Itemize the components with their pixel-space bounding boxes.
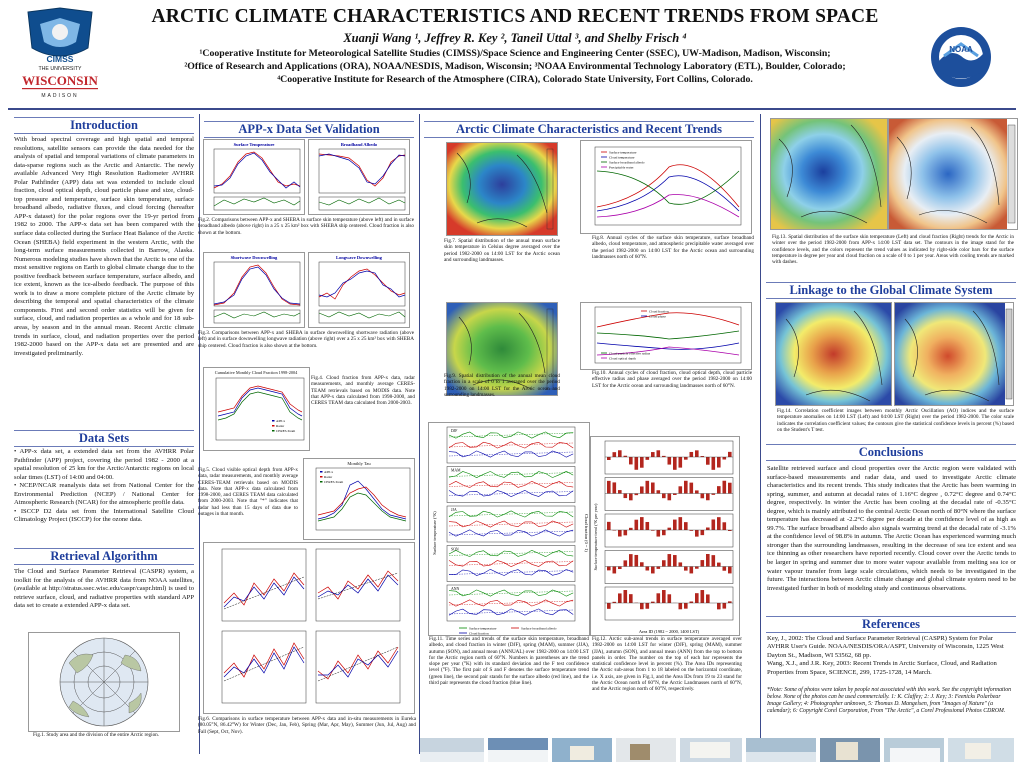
fig12-bar <box>684 481 688 494</box>
fig14-ao-correlation-map-1400 <box>775 302 892 406</box>
fig3-left-title: Shortwave Downwelling <box>230 255 278 260</box>
fig12-bar <box>635 457 639 470</box>
fig12-bar <box>695 567 699 569</box>
fig12-bar <box>679 562 683 566</box>
cimss-text: CIMSS <box>46 54 74 64</box>
fig12-bar <box>668 494 672 501</box>
fig12-bar <box>618 490 622 493</box>
fig12-bar <box>679 603 683 609</box>
affiliation-1: ¹Cooperative Institute for Meteorological Satellite Studies (CIMSS)/Space Science and Engineering Center (SSEC), UW-Madison, Madison, Wisconsin; <box>199 48 831 59</box>
fig3-longwave-plot <box>308 252 410 328</box>
fig12-bar <box>613 567 617 574</box>
references-heading: References <box>766 616 1016 633</box>
fig12-bar <box>717 603 721 609</box>
intro-text: With broad spectral coverage and high spatial and temporal resolutions, satellite sensors can provide the data needed for the analysis of spatial and temporal variations of climate parameters in data-sparse regions such as the Arctic and Antarctic. The newly available Advanced Very High Resolution Radiometer AVHRR Polar Pathfinder (APP) data set was extended to include cloud fraction, cloud optical depth, cloud particle phase and size, cloud-top pressure and temperature, surface skin temperature, surface broadband albedo, radiative fluxes, and cloud forcing (hereafter APP-x dataset) for the polar regions over the 19-yr period from 1982 to 2000. The APP-x data set has been compared with the surface data collected during the Surface Heat Balance of the Arctic Ocean (SHEBA) field experiment in the western Arctic, with the long-term surface measurements collected in Barrow, Alaska. Numerous modeling studies have shown that the Arctic is one of the most sensitive regions on Earth to global climate change due to the positive feedback between surface temperature, surface albedo, and ice extent, known as the ice-albedo feedback. The purpose of this work is to draw a more complete picture of the Arctic climate by describing the temporal and spatial characteristics of the climate components. First and second order statistics will be given for surface, cloud, and radiation properties as a whole and for 18 sub-areas, by season and in the annual mean. Recent Arctic climate trends in surface, cloud, and radiation properties over the period 1982-2000 based on the APP-x data set are presented and are investigated preliminarily. <box>14 136 195 357</box>
fig12-bar <box>706 494 710 501</box>
fig12-bar <box>635 555 639 567</box>
fig4-title: Cumulative Monthly Cloud Fraction 1998-2004 <box>214 370 298 375</box>
fig11-series-line <box>449 481 573 487</box>
noaa-text: NOAA <box>949 45 973 54</box>
fig8-legend-1: Surface temperature <box>609 150 637 155</box>
fig12-bar <box>723 567 727 571</box>
dataset-isccp: • ISCCP D2 data set from the International Satellite Cloud Climatology Project (ISCCP) for the ozone data. <box>14 507 194 524</box>
references-list <box>767 635 1016 677</box>
poster-authors: Xuanji Wang ¹, Jeffrey R. Key ², Taneil Uttal ³, and Shelby Frisch ⁴ <box>343 31 687 45</box>
fig12-bar <box>646 522 650 530</box>
fig12-bar <box>607 522 611 530</box>
dataset-ncep: • NCEP/NCAR reanalysis data set from National Center for the Environmental Prediction (NCEP) / National Center for Atmospheric Research (NCAR) for the atmospheric profile data. <box>14 482 194 507</box>
fig12-bar <box>690 483 694 494</box>
fig12-bar <box>673 555 677 566</box>
fig12-bar <box>646 481 650 494</box>
fig12-bar <box>728 483 732 494</box>
fig11-panel-label: JJA <box>451 508 457 512</box>
fig12-bar <box>668 554 672 566</box>
fig10-caption: Fig.10. Annual cycles of cloud fraction, cloud optical depth, cloud particle effective radius and phase averaged over the period 1982-2000 on 14:00 LST for the Arctic ocean and surrounding landmasses north of 60°N. <box>592 370 752 389</box>
fig12-bar <box>706 527 710 530</box>
fig12-bar <box>624 560 628 566</box>
fig1-caption: Fig.1. Study area and the division of the entire Arctic region. <box>33 732 160 738</box>
fig11-series-line <box>449 560 573 566</box>
fig7-caption: Fig.7. Spatial distribution of the annual mean surface skin temperature in Celsius degree averaged over the period 1982-2000 on 14:00 LST for the Arctic ocean and surrounding landmasses. <box>444 238 560 263</box>
fig12-bar <box>690 567 694 574</box>
validation-heading: APP-x Data Set Validation <box>204 121 414 138</box>
fig12-bar <box>618 593 622 603</box>
fig8-annual-cycle-plot <box>580 140 752 234</box>
fig4-caption: Fig.4. Cloud fraction from APP-x data, radar measurements, and monthly average CERES-TEAM retrievals based on MODIS data. Note that APP-x data calculated from 1998-2000, and CERES TEAM data calculated from 2000-2003. <box>311 375 415 407</box>
fig12-bar <box>657 530 661 537</box>
madison-text: MADISON <box>41 93 79 99</box>
fig11-trend-line <box>449 483 573 487</box>
fig12-caption: Fig.12. Arctic sub-areal trends in surface temperature averaged over 1982-2000 on 14:00 LST for winter (DJF), spring (MAM), summer (JJA), autumn (SON), and annual mean (ANN) from the top to bottom panels in order. The number on the top of each bar represents the statistical confidence level in percent (%). The Area IDs representing the Arctic sub-areas from 1 to 18 labeled on the horizontal coordinate, i.e. X axis, are given in Fig.1, and the Area IDs from 19 to 23 stand for the Arctic Ocean north of 60°N, the Arctic Landmasses north of 60°N, and the Arctic region north of 60°N, respectively. <box>592 636 742 693</box>
fig12-bar <box>668 528 672 530</box>
fig11-legend-2: Surface broadband albedo <box>521 626 557 631</box>
fig12-bar <box>657 567 661 569</box>
fig3-caption: Fig.3. Comparisons between APP-x and SHEBA in surface downwelling shortwave radiation (above left) and in surface downwelling longwave radiation (above right) over a 25 x 25 km² box with SHEBA ship centered. Cloud fraction is also shown at the bottom. <box>198 330 414 349</box>
fig3-right-title: Longwave Downwelling <box>336 255 382 260</box>
fig11-series-line <box>449 451 573 457</box>
header-rule <box>8 108 1016 110</box>
fig12-bar <box>695 490 699 493</box>
fig12-bar <box>706 594 710 603</box>
fig11-ylabel-left: Surface temperature (°K) <box>432 511 437 555</box>
fig11-series-line <box>449 530 573 536</box>
fig11-caption: Fig.11. Time series and trends of the surface skin temperature, broadband albedo, and cloud fraction in winter (DJF), spring (MAM), summer (JJA), autumn (SON), and annual mean (ANNUAL) over 1982-2000 on 14:00 LST for the Arctic region north of 60°N. Numbers in parentheses are the trend slope per year (°K) with its standard deviation and the F test confidence level (°F). The first pair of S and F denotes the surface temperature trend (green line), the second pair stands for the surface albedo (red line), and the third pair represents the cloud fraction (blue line). <box>429 636 589 687</box>
fig12-bar <box>712 555 716 566</box>
fig12-bar <box>717 517 721 530</box>
fig12-bar <box>635 494 639 496</box>
fig12-bar <box>673 494 677 495</box>
fig12-bar <box>640 457 644 468</box>
fig11-trend-line <box>449 571 573 575</box>
fig11-trend-line <box>449 512 573 516</box>
fig11-panel-label: ANN <box>451 587 460 591</box>
fig12-bar <box>728 567 732 574</box>
fig8-legend-4: Precipitable water <box>609 165 634 170</box>
fig12-bar <box>679 486 683 493</box>
fig12-bar <box>618 530 622 537</box>
datasets-list <box>14 448 194 525</box>
fig12-bar <box>684 567 688 571</box>
fig12-bar <box>673 457 677 470</box>
fig12-bar <box>690 452 694 457</box>
fig5-legend-1: APP-x <box>324 470 334 474</box>
fig11-trend-line <box>449 443 573 447</box>
fig5-legend-2: Radar <box>324 475 333 479</box>
characteristics-heading: Arctic Climate Characteristics and Recent Trends <box>424 121 754 138</box>
fig4-legend-1: APP-x <box>276 419 286 423</box>
fig9-caption: Fig.9. Spatial distribution of the annual mean cloud fraction in a scale of 0 to 1 averaged over the period 1982-2000 on 14:00 LST for the Arctic ocean and surrounding landmasses. <box>444 373 560 398</box>
fig2-left-title: Surface Temperature <box>233 142 275 147</box>
fig12-bar <box>662 560 666 566</box>
fig12-bar <box>624 530 628 535</box>
arctic-photo-strip <box>420 738 1016 762</box>
datasets-heading: Data Sets <box>14 430 194 447</box>
fig8-legend-3: Surface broadband albedo <box>609 160 645 165</box>
fig12-bar <box>723 603 727 609</box>
fig11-panel-jja <box>447 506 575 542</box>
fig12-bar <box>651 483 655 494</box>
fig4-legend-3: CERES-Team <box>276 429 296 433</box>
fig12-bar <box>717 457 721 468</box>
fig11-series-line <box>449 490 573 496</box>
fig11-legend-3: Cloud fraction <box>469 631 489 635</box>
affiliation-3: ⁴Cooperative Institute for Research of the Atmosphere (CIRA), Colorado State University, Fort Collins, Colorado. <box>277 74 753 85</box>
fig5-optical-depth-plot <box>303 458 415 540</box>
fig11-series-line <box>449 511 573 517</box>
column-divider-3 <box>760 114 761 754</box>
fig11-trend-line <box>449 552 573 556</box>
fig11-series-line <box>449 521 573 527</box>
retrieval-text: The Cloud and Surface Parameter Retrieval (CASPR) system, a toolkit for the analysis of the AVHRR data from NOAA satellites, (available at http://stratus.ssec.wisc.edu/caspr/caspr.html) is used to retrieve surface, cloud, and radiative properties with standard APP data set to create a extended APP-x data set. <box>14 568 194 610</box>
column-divider-2 <box>419 114 420 754</box>
fig12-bar <box>618 567 622 570</box>
fig12-bar <box>662 590 666 603</box>
fig12-bar <box>640 603 644 609</box>
fig11-panel-label: SON <box>451 547 459 552</box>
fig12-bar <box>646 567 650 571</box>
fig12-xlabel: Area ID (1982 ~ 2000, 1400 LST) <box>638 629 700 634</box>
fig12-bar <box>629 457 633 464</box>
fig2-albedo-plot <box>308 139 410 215</box>
poster-title: ARCTIC CLIMATE CHARACTERISTICS AND RECENT TRENDS FROM SPACE <box>151 6 879 27</box>
fig12-bar <box>728 452 732 457</box>
fig8-caption: Fig.8. Annual cycles of the surface skin temperature, surface broadband albedo, cloud temperature, and atmospheric precipitable water averaged over the period 1982-2000 on 14:00 LST for the Arctic ocean and surrounding landmasses north of 60°N. <box>592 235 754 260</box>
fig12-bar <box>629 494 633 501</box>
fig11-panel-label: MAM <box>451 468 461 473</box>
fig7-surface-temperature-map <box>446 142 558 236</box>
fig11-panel-mam <box>447 467 575 503</box>
fig12-bar <box>690 601 694 603</box>
fig13-temperature-trend-map <box>770 118 888 230</box>
fig2-right-title: Broadband Albedo <box>340 142 378 147</box>
fig14-ao-correlation-map-0400 <box>894 302 1014 406</box>
fig14-caption: Fig.14. Correlation coefficient images between monthly Arctic Oscillation (AO) indices and the surface temperature anomalies on 14:00 LST (Left) and 04:00 LST (Right) over the period 1982-2000. The color scale indicates the correlation coefficient values; the contours give the statistical confidence levels in percent (%) based on the Student's T test. <box>777 408 1014 433</box>
fig11-legend-1: Surface temperature <box>469 626 497 631</box>
fig2-caption: Fig.2. Comparisons between APP-x and SHEBA in surface skin temperature (above left) and in surface broadband albedo (above right) in a 25 x 25 km² box with SHEBA ship centered. Cloud fraction is also shown at the bottom. <box>198 217 414 236</box>
fig10-legend-3: Cloud particle effective radius <box>609 351 651 356</box>
fig11-trend-line <box>449 601 573 605</box>
fig12-bar <box>723 457 727 459</box>
fig5-legend-3: CERES-Team <box>324 480 344 484</box>
dataset-app-x: • APP-x data set, a extended data set from the AVHRR Polar Pathfinder (APP) project, covering the period 1982 - 2000 at a spatial resolution of 25 km for the Arctic/Antarctic regions on local solar times (LST) of 14:00 and 04:00. <box>14 448 194 481</box>
fig11-panel-ann <box>447 585 575 621</box>
fig11-series-line <box>449 600 573 606</box>
fig6-eureka-comparison-plots <box>203 542 415 714</box>
fig12-bar <box>723 481 727 494</box>
fig11-trend-line <box>449 492 573 496</box>
fig11-series-line <box>449 590 573 596</box>
fig13-caption: Fig.13. Spatial distribution of the surface skin temperature (Left) and cloud fraction (Right) trends for the Arctic in winter over the period 1982-2000 from APP-x 14:00 LST data set. The contours in the image stand for the confidence levels, and the colors represent the trend values as indicated by right-side color bars for the surface temperature in degree per year and cloud fraction on a scale of 0 to 1 per year. Areas with cooling trends are marked with dashes. <box>772 234 1014 266</box>
fig12-bar <box>629 528 633 530</box>
fig12-bar <box>701 590 705 603</box>
fig12-bar <box>723 522 727 530</box>
fig11-trend-line <box>449 562 573 566</box>
fig12-bar <box>613 452 617 457</box>
reference-1: Key, J., 2002: The Cloud and Surface Parameter Retrieval (CASPR) System for Polar AVHRR User's Guide. NOAA/NESDIS/ORA/ASPT, University of Wisconsin, 1225 West Dayton St., Madison, WI 53562, 68 pp. <box>767 635 1004 659</box>
fig12-bar <box>706 554 710 566</box>
fig12-bar <box>712 519 716 530</box>
fig12-bar <box>624 590 628 603</box>
fig1-study-area-map <box>28 632 180 732</box>
fig12-bar <box>695 530 699 537</box>
fig12-bar <box>657 450 661 457</box>
fig12-bar <box>668 457 672 465</box>
fig12-bar <box>629 554 633 566</box>
reference-2: Wang, X.J., and J.R. Key, 2003: Recent Trends in Arctic Surface, Cloud, and Radiation Properties from Space, SCIENCE, 299, 1725-1728, 14 March. <box>767 660 997 676</box>
fig11-series-line <box>449 432 573 438</box>
fig12-bar <box>668 594 672 603</box>
fig12-bar <box>695 450 699 457</box>
fig11-trend-line <box>449 531 573 535</box>
fig11-series-line <box>449 442 573 448</box>
fig12-bar <box>717 486 721 493</box>
fig12-bar <box>651 567 655 574</box>
conclusions-text: Satellite retrieved surface and cloud properties over the Arctic region were validated with surface-based measurements and radar data, and used to investigate Arctic climate characteristics and its recent trends. This study indicates that the Arctic has been warming in spring, summer, and autumn at decadal rates of 1.16°C degree , 0.72°C degree and 0.74°C degree, respectively. In winter the Arctic has been cooling at the decadal rate of -0.35°C degree, which is mainly attributed to the central Arctic Ocean north of 80°N where the surface temperature has decreased at -2.2°C degree per decade at the confidence level of as high as 99.7%. The surface broadband albedo also signals warming trend at the decadal rate of -3.1% at the confidence level of 98.8% in autumn. The Arctic Ocean has experienced warming much stronger than the surrounding landmasses, resulting in the decrease of sea ice extent and sea ice thinning as other researchers have reported recently. Cloud cover over the Arctic tends to be larger in spring and summer due to more water vapour available from melting sea ice or water vapour transfer from large scale circulations, which needs to be investigated in the future. The interactions between Arctic climate change and global climate system need to be investigated further in both of modeling study and continuous observations. <box>767 465 1016 592</box>
fig12-ylabel: Surface temperature trend (°K per year) <box>593 503 598 571</box>
fig12-bar <box>717 563 721 567</box>
fig12-bar <box>695 593 699 603</box>
fig12-bar <box>662 530 666 535</box>
fig12-subarea-trend-bars <box>590 436 740 636</box>
fig12-bar <box>706 457 710 465</box>
fig11-series-line <box>449 609 573 615</box>
fig4-legend-2: Radar <box>276 424 285 428</box>
fig12-bar <box>712 494 716 495</box>
noaa-logo <box>930 26 992 88</box>
fig6-panel-spring <box>316 549 400 621</box>
cimss-uw-logo <box>10 6 110 100</box>
fig6-caption: Fig.6. Comparisons in surface temperature between APP-x data and in-situ measurements in Eureka (80.05°N, 86.42°W) for Winter (Dec, Jan, Feb), Spring (Mar, Apr, May), Summer (Jun, Jul, Aug) and Fall (Sept, Oct, Nov). <box>198 716 416 735</box>
fig11-time-series-trends <box>428 422 590 636</box>
fig12-bar <box>651 602 655 603</box>
fig12-bar <box>607 567 611 571</box>
fig12-bar <box>728 601 732 603</box>
fig12-bar <box>657 490 661 493</box>
fig12-bar <box>657 593 661 603</box>
linkage-heading: Linkage to the Global Climate System <box>766 282 1016 299</box>
conclusions-heading: Conclusions <box>766 444 1016 461</box>
fig12-bar <box>613 482 617 493</box>
fig4-cloud-fraction-plot <box>203 367 310 451</box>
wisconsin-text: WISCONSIN <box>22 73 98 88</box>
fig6-panel-fall <box>316 631 400 703</box>
fig11-panel-label: DJF <box>451 429 458 433</box>
fig11-series-line <box>449 569 573 575</box>
affiliation-2: ²Office of Research and Applications (ORA), NOAA/NESDIS, Madison, Wisconsin; ³NOAA Environmental Technology Laboratory (ETL), Boulder, Colorado; <box>184 61 846 72</box>
fig2-surface-temperature-plot <box>203 139 305 215</box>
fig3-shortwave-plot <box>203 252 305 328</box>
fig12-bar <box>701 530 705 535</box>
fig12-bar <box>640 517 644 530</box>
fig12-bar <box>662 494 666 499</box>
fig12-bar <box>640 486 644 493</box>
fig5-caption: Fig.5. Cloud visible optical depth from APP-x data, radar measurements, and monthly average CERES-TEAM retrievals based on MODIS data. Note that APP-x data calculated from 1998-2000, and CERES TEAM data calculated from 2000-2003. Note that "*" indicates that radar had less than 15 days of data due to outages in that month. <box>198 467 298 518</box>
university-text: THE UNIVERSITY <box>38 66 82 72</box>
fig12-bar <box>679 457 683 468</box>
fig12-bar <box>712 457 716 470</box>
intro-heading: Introduction <box>14 117 194 134</box>
fig6-panel-summer <box>222 631 306 703</box>
fig12-bar <box>607 457 611 460</box>
fig12-bar <box>646 603 650 609</box>
fig12-bar <box>684 522 688 530</box>
retrieval-heading: Retrieval Algorithm <box>14 548 194 565</box>
fig10-legend-1: Cloud fraction <box>649 309 669 314</box>
fig10-legend-4: Cloud optical depth <box>609 356 636 361</box>
fig10-legend-2: Cloud phase <box>649 314 666 319</box>
fig12-bar <box>684 603 688 609</box>
fig12-bar <box>618 450 622 457</box>
fig12-bar <box>607 603 611 609</box>
fig12-bar <box>607 481 611 494</box>
fig8-legend-2: Cloud temperature <box>609 155 635 160</box>
fig12-bar <box>701 560 705 566</box>
fig10-cloud-annual-cycle-plot <box>580 302 752 370</box>
fig12-bar <box>684 457 688 460</box>
fig13-cloud-trend-map <box>888 118 1018 230</box>
fig12-bar <box>651 452 655 457</box>
fig12-bar <box>635 520 639 530</box>
fig12-bar <box>701 494 705 499</box>
fig6-panel-winter <box>222 549 306 621</box>
fig11-ylabel-right: Cloud fraction (0 ~ 1) <box>584 514 589 552</box>
fig12-bar <box>624 494 628 499</box>
fig5-title: Monthly Tau <box>347 461 371 466</box>
fig12-bar <box>673 520 677 530</box>
photo-note: *Note: Some of photos were taken by people not associated with this work. See the copyright information below. None of the photos can be used commercially. 1: K. Claffey; 2: J. Key; 3: Feenicks Polarbear Image Gallery; 4: Photographer unknown, 5: Thomas D. Mangelsen, from "Images of Nature" (a calendar); 6: Copyright Corel Corporation, From "The Arctic", a Corel Professional Photos CDROM. <box>767 687 1012 715</box>
fig12-bar <box>646 457 650 460</box>
fig12-bar <box>640 562 644 566</box>
column-divider-1 <box>199 114 200 754</box>
fig12-bar <box>679 517 683 530</box>
fig12-bar <box>629 594 633 603</box>
